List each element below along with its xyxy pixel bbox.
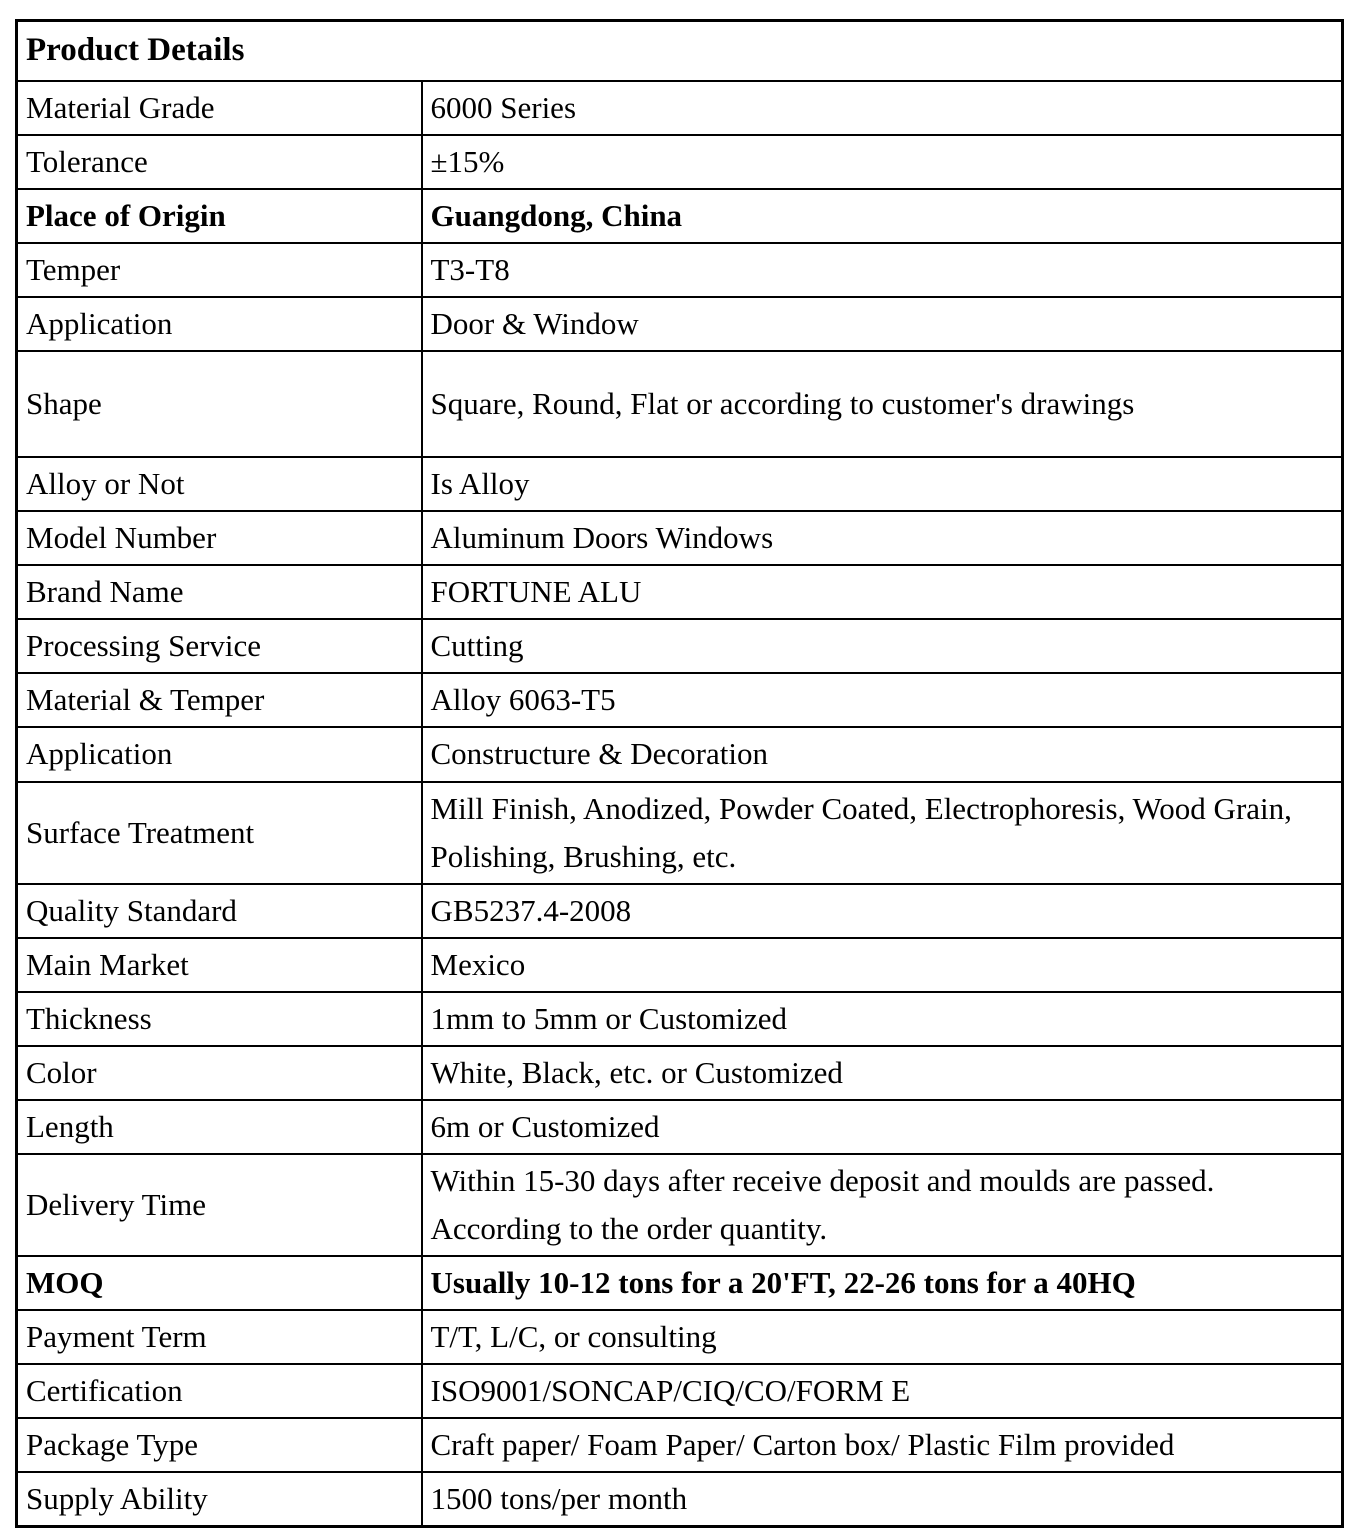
attribute-value: White, Black, etc. or Customized xyxy=(422,1046,1343,1100)
attribute-label: Quality Standard xyxy=(17,884,422,938)
table-row xyxy=(17,938,1343,992)
attribute-value: Is Alloy xyxy=(422,457,1343,511)
table-title: Product Details xyxy=(17,21,1343,82)
attribute-value: T/T, L/C, or consulting xyxy=(422,1310,1343,1364)
attribute-label: Color xyxy=(17,1046,422,1100)
table-row xyxy=(17,1472,1343,1527)
table-row xyxy=(17,511,1343,565)
attribute-value: 1500 tons/per month xyxy=(422,1472,1343,1527)
attribute-label: Length xyxy=(17,1100,422,1154)
attribute-label: Processing Service xyxy=(17,619,422,673)
table-row xyxy=(17,782,1343,884)
attribute-label: Main Market xyxy=(17,938,422,992)
attribute-value: ±15% xyxy=(422,135,1343,189)
product-details-table xyxy=(15,19,1344,1528)
table-row xyxy=(17,565,1343,619)
table-row xyxy=(17,727,1343,781)
table-row xyxy=(17,1100,1343,1154)
attribute-value: GB5237.4-2008 xyxy=(422,884,1343,938)
attribute-label: Thickness xyxy=(17,992,422,1046)
table-row xyxy=(17,619,1343,673)
table-row xyxy=(17,135,1343,189)
table-row xyxy=(17,884,1343,938)
attribute-label: Application xyxy=(17,727,422,781)
attribute-value: FORTUNE ALU xyxy=(422,565,1343,619)
table-row xyxy=(17,351,1343,457)
attribute-label: Package Type xyxy=(17,1418,422,1472)
attribute-value: Square, Round, Flat or according to customer's drawings xyxy=(422,351,1343,457)
attribute-label: Payment Term xyxy=(17,1310,422,1364)
attribute-label: Alloy or Not xyxy=(17,457,422,511)
table-title-row xyxy=(17,21,1343,82)
table-row xyxy=(17,297,1343,351)
table-row xyxy=(17,189,1343,243)
attribute-value: Alloy 6063-T5 xyxy=(422,673,1343,727)
attribute-label: Surface Treatment xyxy=(17,782,422,884)
attribute-label: Supply Ability xyxy=(17,1472,422,1527)
attribute-label: Place of Origin xyxy=(17,189,422,243)
attribute-value: Constructure & Decoration xyxy=(422,727,1343,781)
table-row xyxy=(17,992,1343,1046)
attribute-value: Usually 10-12 tons for a 20'FT, 22-26 tons for a 40HQ xyxy=(422,1256,1343,1310)
table-body xyxy=(17,81,1343,1527)
table-row xyxy=(17,1154,1343,1256)
table-row xyxy=(17,1256,1343,1310)
table-row xyxy=(17,81,1343,135)
table-row xyxy=(17,1310,1343,1364)
attribute-label: Delivery Time xyxy=(17,1154,422,1256)
attribute-value: ISO9001/SONCAP/CIQ/CO/FORM E xyxy=(422,1364,1343,1418)
table-row xyxy=(17,1364,1343,1418)
attribute-label: Tolerance xyxy=(17,135,422,189)
attribute-label: Brand Name xyxy=(17,565,422,619)
attribute-value: Cutting xyxy=(422,619,1343,673)
attribute-label: Shape xyxy=(17,351,422,457)
attribute-label: Application xyxy=(17,297,422,351)
attribute-value: Mill Finish, Anodized, Powder Coated, Electrophoresis, Wood Grain, Polishing, Brushing, etc. xyxy=(422,782,1343,884)
attribute-value: 1mm to 5mm or Customized xyxy=(422,992,1343,1046)
table-row xyxy=(17,1418,1343,1472)
table-row xyxy=(17,673,1343,727)
attribute-label: Material Grade xyxy=(17,81,422,135)
attribute-value: 6000 Series xyxy=(422,81,1343,135)
attribute-value: Craft paper/ Foam Paper/ Carton box/ Plastic Film provided xyxy=(422,1418,1343,1472)
table-row xyxy=(17,1046,1343,1100)
table-row xyxy=(17,457,1343,511)
attribute-value: Guangdong, China xyxy=(422,189,1343,243)
attribute-label: Material & Temper xyxy=(17,673,422,727)
attribute-value: 6m or Customized xyxy=(422,1100,1343,1154)
attribute-value: Mexico xyxy=(422,938,1343,992)
attribute-label: Temper xyxy=(17,243,422,297)
attribute-value: Within 15-30 days after receive deposit and moulds are passed. According to the order quantity. xyxy=(422,1154,1343,1256)
attribute-label: MOQ xyxy=(17,1256,422,1310)
attribute-value: Door & Window xyxy=(422,297,1343,351)
attribute-value: T3-T8 xyxy=(422,243,1343,297)
table-row xyxy=(17,243,1343,297)
attribute-label: Model Number xyxy=(17,511,422,565)
attribute-label: Certification xyxy=(17,1364,422,1418)
attribute-value: Aluminum Doors Windows xyxy=(422,511,1343,565)
